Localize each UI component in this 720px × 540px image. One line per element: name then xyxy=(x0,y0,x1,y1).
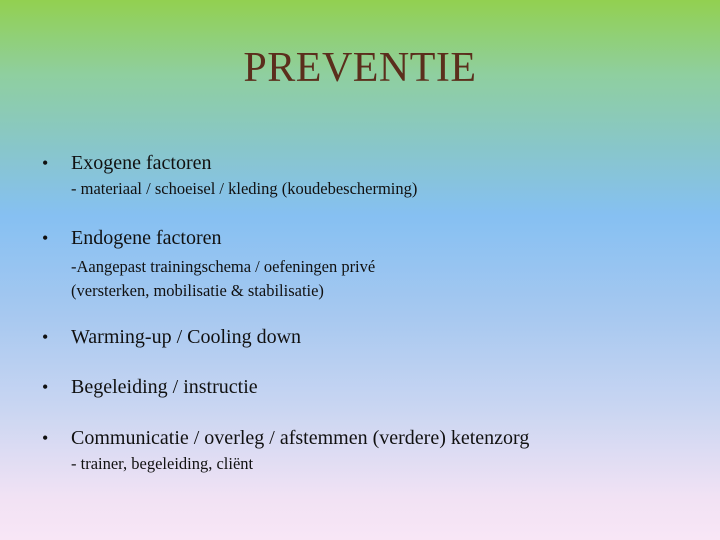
list-item-endogene xyxy=(42,226,682,303)
list-item-communicatie xyxy=(42,426,682,476)
item-subtext: (versterken, mobilisatie & stabilisatie) xyxy=(71,281,324,300)
bullet-icon: • xyxy=(42,228,49,248)
item-subtext: - trainer, begeleiding, cliënt xyxy=(71,454,254,473)
item-heading: Exogene factoren xyxy=(71,152,212,174)
item-heading: Warming-up / Cooling down xyxy=(71,326,302,348)
item-subtext: -Aangepast trainingschema / oefeningen privé xyxy=(71,257,376,276)
bullet-icon: • xyxy=(42,327,49,347)
list-item-exogene xyxy=(42,151,682,201)
slide-title: PREVENTIE xyxy=(243,45,477,91)
list-item-begeleiding xyxy=(42,375,682,399)
bullet-icon: • xyxy=(42,153,49,173)
item-heading: Begeleiding / instructie xyxy=(71,376,258,398)
item-heading: Endogene factoren xyxy=(71,227,222,249)
item-heading: Communicatie / overleg / afstemmen (verdere) ketenzorg xyxy=(71,427,530,449)
item-subtext: - materiaal / schoeisel / kleding (koudebescherming) xyxy=(71,179,418,198)
bullet-icon: • xyxy=(42,428,49,448)
list-item-warming-up xyxy=(42,325,682,349)
bullet-icon: • xyxy=(42,377,49,397)
